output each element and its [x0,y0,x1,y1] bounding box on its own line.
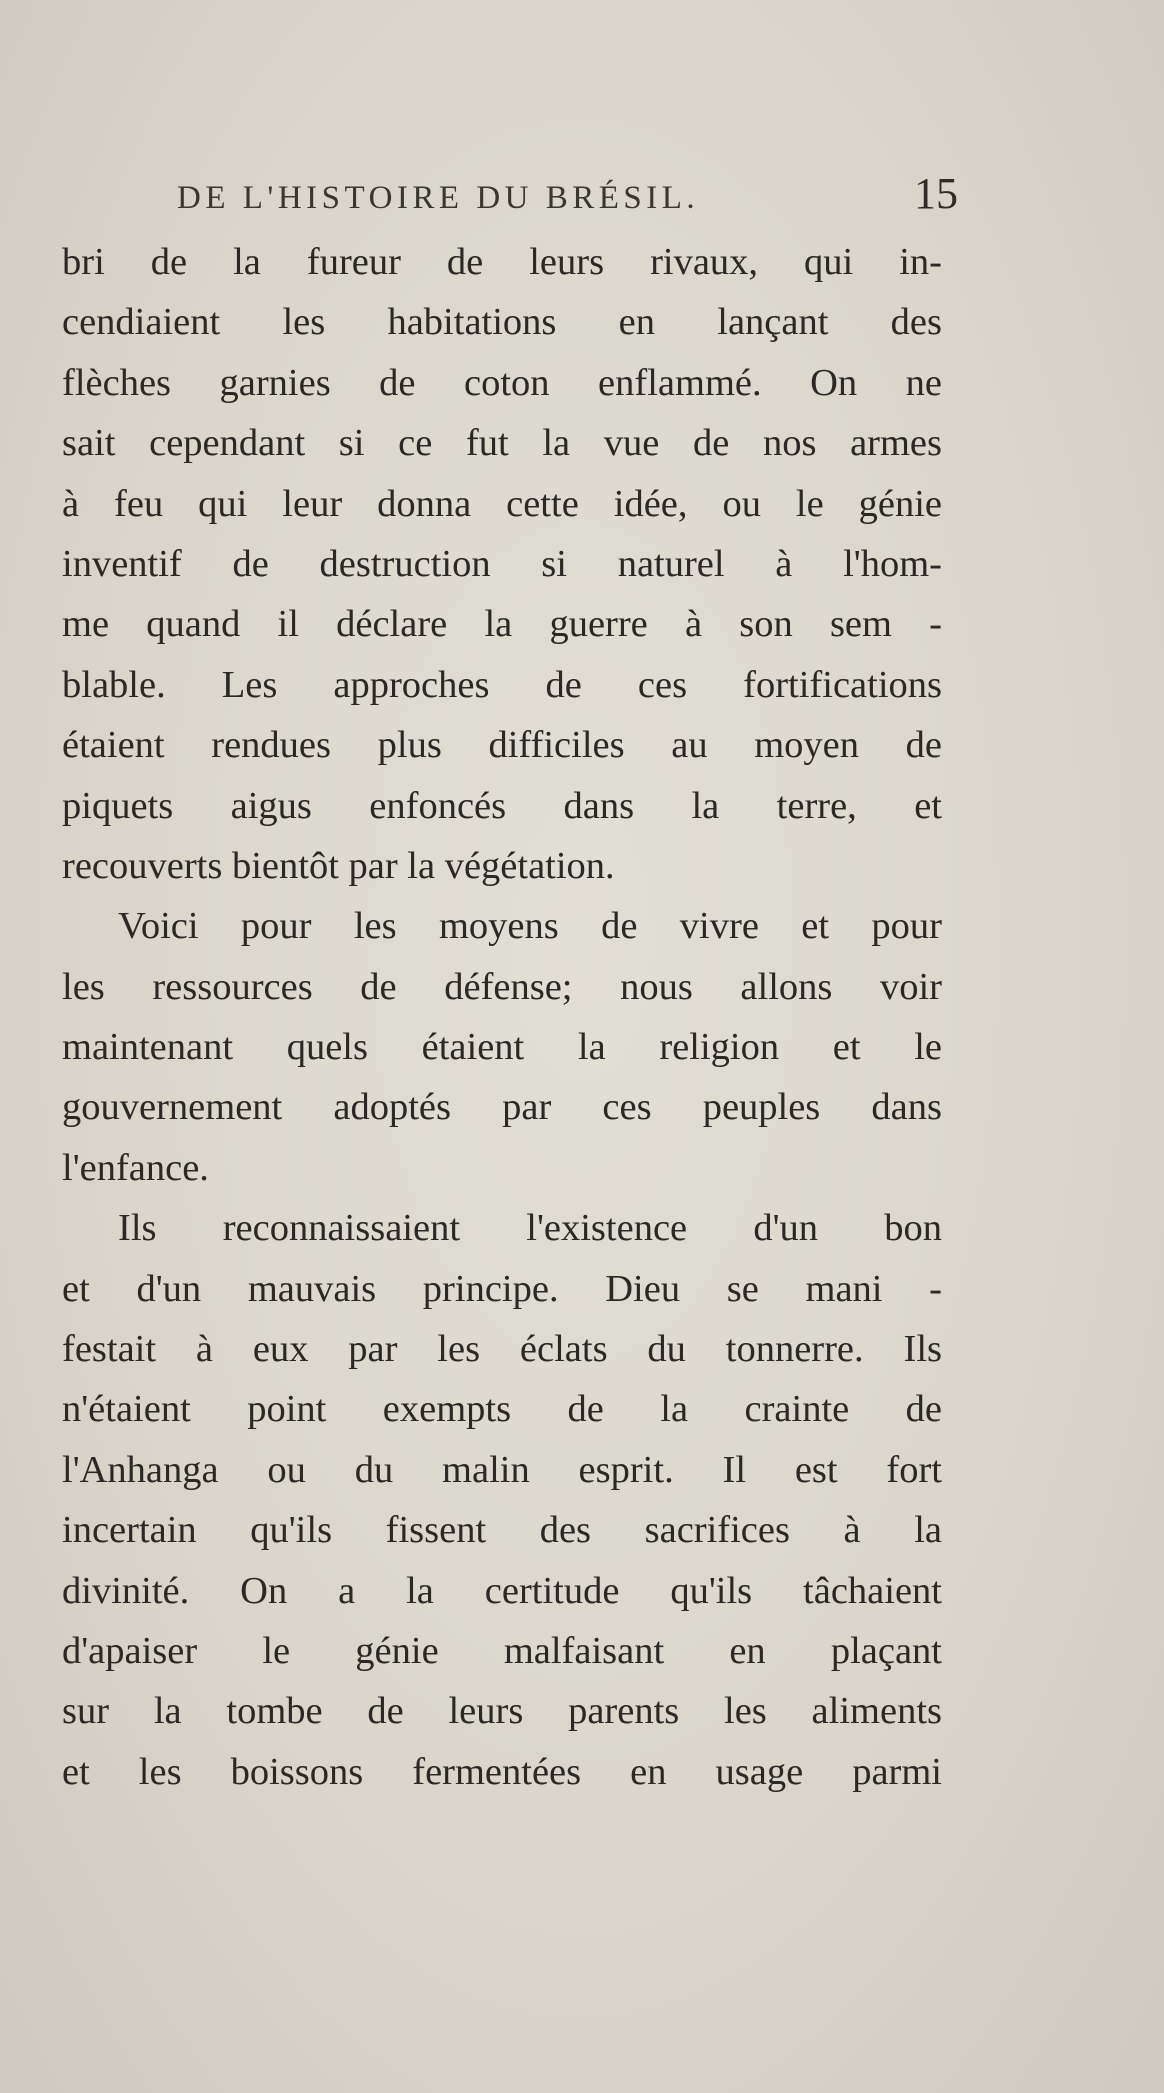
text-line: gouvernement adoptés par ces peuples dans [62,1086,942,1129]
text-line: maintenant quels étaient la religion et le [62,1026,942,1069]
text-line: blable. Les approches de ces fortifications [62,663,942,706]
text-line: divinité. On a la certitude qu'ils tâchaient [62,1569,942,1612]
paragraph-2 [62,896,942,1198]
text-line: n'étaient point exempts de la crainte de [62,1388,942,1431]
text-line: cendiaient les habitations en lançant des [62,301,942,344]
text-line: les ressources de défense; nous allons voir [62,965,942,1008]
body-text [62,232,942,1802]
text-line: Ils reconnaissaient l'existence d'un bon [118,1207,942,1250]
text-line: festait à eux par les éclats du tonnerre. Ils [62,1328,942,1371]
text-line: Voici pour les moyens de vivre et pour [118,905,942,948]
page-header [62,168,958,224]
text-line: inventif de destruction si naturel à l'hom- [62,542,942,585]
text-line: à feu qui leur donna cette idée, ou le génie [62,482,942,525]
text-line: et d'un mauvais principe. Dieu se mani - [62,1267,942,1310]
text-line: l'enfance. [62,1146,209,1189]
text-line: d'apaiser le génie malfaisant en plaçant [62,1629,942,1672]
paragraph-1 [62,232,942,896]
text-line: flèches garnies de coton enflammé. On ne [62,361,942,404]
text-line: recouverts bientôt par la végétation. [62,844,615,887]
running-title: DE L'HISTOIRE DU BRÉSIL. [177,180,700,216]
text-line: sur la tombe de leurs parents les aliments [62,1690,942,1733]
text-line: l'Anhanga ou du malin esprit. Il est fort [62,1448,942,1491]
text-line: piquets aigus enfoncés dans la terre, et [62,784,942,827]
text-line: incertain qu'ils fissent des sacrifices à la [62,1509,942,1552]
paragraph-3 [62,1198,942,1802]
text-line: et les boissons fermentées en usage parmi [62,1750,942,1793]
text-line: me quand il déclare la guerre à son sem - [62,603,942,646]
page-number: 15 [914,169,958,218]
text-line: étaient rendues plus difficiles au moyen de [62,724,942,767]
text-line: bri de la fureur de leurs rivaux, qui in- [62,241,942,283]
text-line: sait cependant si ce fut la vue de nos armes [62,422,942,465]
